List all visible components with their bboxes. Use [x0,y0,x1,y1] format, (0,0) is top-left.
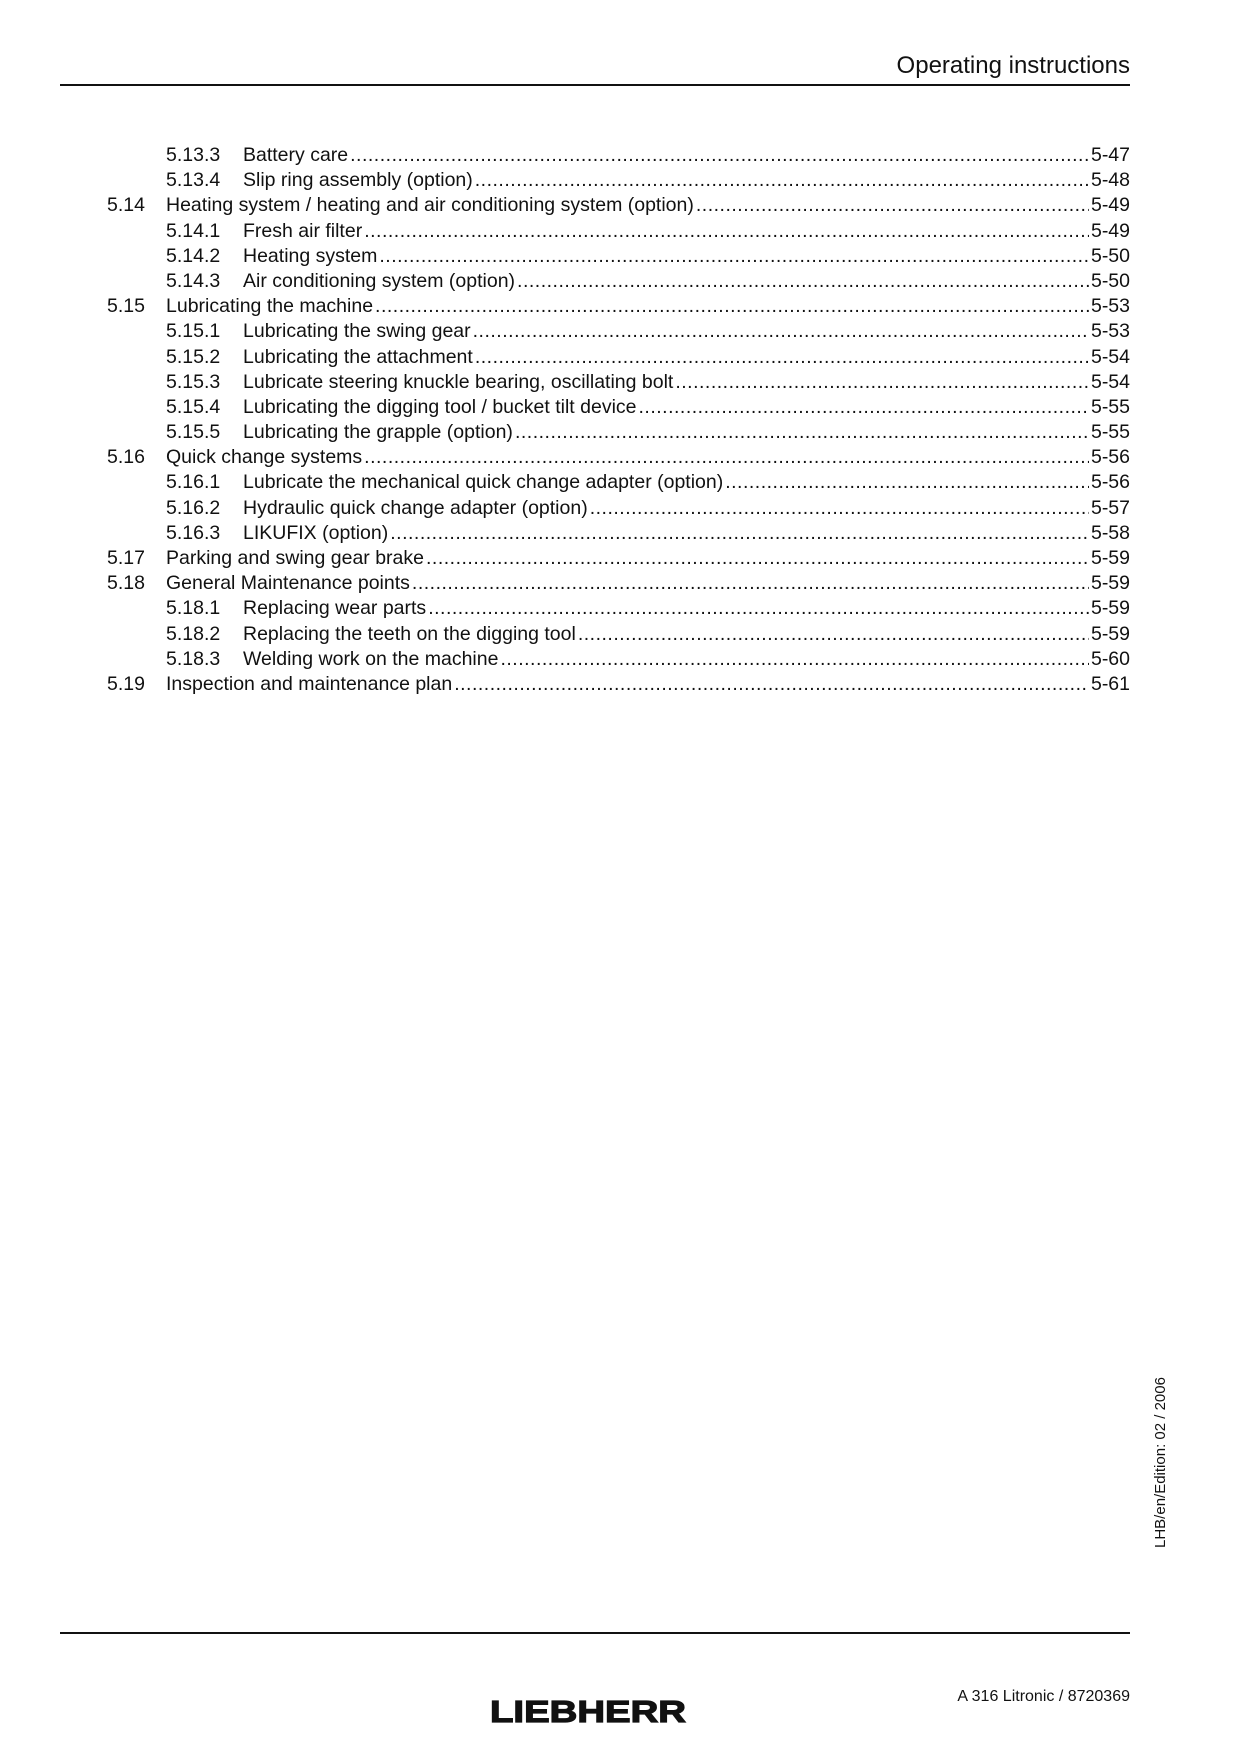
toc-entry-number: 5.17 [107,547,145,569]
toc-entry-number: 5.15.1 [166,320,221,343]
toc-entry-page: 5-56 [1090,446,1130,469]
toc-leader-dots [473,319,1089,344]
toc-leader-dots [428,596,1089,621]
toc-leader-dots [725,470,1089,495]
toc-entry-number: 5.16 [107,446,145,469]
toc-entry [107,168,1130,193]
toc-entry-page: 5-49 [1090,219,1130,242]
toc-entry-number: 5.15 [107,295,145,318]
toc-entry-page: 5-59 [1090,622,1130,645]
toc-entry-number: 5.16.1 [166,471,221,494]
toc-entry-number: 5.14.3 [166,269,221,292]
toc-entry-title: Air conditioning system (option) [243,269,516,292]
toc-entry-page: 5-49 [1090,194,1130,217]
toc-leader-dots [454,672,1089,697]
toc-entry [107,622,1130,647]
toc-entry-title: Hydraulic quick change adapter (option) [243,496,588,519]
toc-entry-title: Quick change systems [166,446,363,469]
toc-entry-page: 5-55 [1090,421,1130,444]
toc-entry [107,546,1130,571]
toc-entry-page: 5-57 [1090,496,1130,519]
toc-entry-number: 5.13.4 [166,169,221,192]
toc-entry-title: Lubricating the digging tool / bucket tilt device [243,395,637,418]
toc-entry [107,672,1130,697]
toc-leader-dots [517,269,1089,294]
toc-entry-page: 5-48 [1090,169,1130,192]
toc-entry-number: 5.16.2 [166,496,221,519]
toc-entry-number: 5.14 [107,194,145,217]
toc-entry-title: LIKUFIX (option) [243,521,389,544]
toc-entry-title: Inspection and maintenance plan [166,672,453,695]
toc-entry-page: 5-50 [1090,269,1130,292]
toc-entry-title: Lubricate steering knuckle bearing, oscillating bolt [243,370,674,393]
toc-entry-page: 5-56 [1090,471,1130,494]
toc-leader-dots [675,370,1089,395]
toc-entry-title: Replacing wear parts [243,597,427,620]
toc-entry-page: 5-59 [1090,547,1130,569]
toc-entry-page: 5-54 [1090,345,1130,368]
toc-entry-title: Parking and swing gear brake [166,547,424,569]
edition-note: LHB/en/Edition: 02 / 2006 [1152,1377,1169,1548]
toc-entry-number: 5.15.2 [166,345,221,368]
toc-entry-number: 5.15.4 [166,395,221,418]
toc-entry-number: 5.16.3 [166,521,221,544]
toc-entry-title: Lubricating the machine [166,295,374,318]
page-header-title: Operating instructions [896,52,1130,79]
toc-leader-dots [515,420,1089,445]
toc-leader-dots [639,395,1089,420]
toc-leader-dots [375,294,1089,319]
toc-entry-page: 5-59 [1090,597,1130,620]
svg-text:LIEBHERR: LIEBHERR [490,1697,686,1727]
toc-leader-dots [426,546,1089,571]
toc-entry-title: General Maintenance points [166,572,410,595]
toc-entry-page: 5-59 [1090,572,1130,595]
toc-entry-page: 5-47 [1090,144,1130,166]
toc-entry [107,143,1130,168]
toc-entry [107,294,1130,319]
toc-entry-title: Heating system [243,244,378,267]
toc-leader-dots [475,168,1089,193]
toc-entry [107,496,1130,521]
toc-leader-dots [500,647,1089,672]
toc-leader-dots [364,219,1089,244]
toc-entry-number: 5.18 [107,572,145,595]
toc-leader-dots [379,244,1089,269]
toc-entry-page: 5-53 [1090,295,1130,318]
toc-entry-page: 5-50 [1090,244,1130,267]
toc-entry [107,420,1130,445]
toc-entry-number: 5.15.5 [166,421,221,444]
toc-entry-title: Battery care [243,144,349,166]
toc-entry-page: 5-54 [1090,370,1130,393]
toc-entry-page: 5-60 [1090,647,1130,670]
toc-entry [107,571,1130,596]
toc-entry [107,244,1130,269]
toc-entry [107,596,1130,621]
table-of-contents [107,143,1130,697]
toc-entry-title: Lubricating the attachment [243,345,473,368]
toc-entry-number: 5.14.1 [166,219,221,242]
toc-entry-title: Lubricating the swing gear [243,320,471,343]
toc-entry [107,345,1130,370]
toc-entry [107,370,1130,395]
toc-entry [107,269,1130,294]
toc-entry-title: Heating system / heating and air conditioning system (option) [166,194,694,217]
toc-entry [107,470,1130,495]
toc-entry [107,647,1130,672]
toc-entry-title: Slip ring assembly (option) [243,169,473,192]
toc-leader-dots [412,571,1089,596]
toc-leader-dots [390,521,1089,546]
document-reference: A 316 Litronic / 8720369 [957,1688,1130,1705]
toc-entry [107,193,1130,218]
toc-leader-dots [475,345,1089,370]
toc-entry [107,445,1130,470]
toc-entry-page: 5-58 [1090,521,1130,544]
toc-entry-number: 5.13.3 [166,144,221,166]
toc-entry-title: Fresh air filter [243,219,363,242]
liebherr-logo [490,1697,690,1727]
toc-entry-title: Replacing the teeth on the digging tool [243,622,576,645]
toc-entry-page: 5-61 [1090,672,1130,695]
toc-entry [107,319,1130,344]
toc-entry-page: 5-55 [1090,395,1130,418]
toc-entry-number: 5.18.2 [166,622,221,645]
toc-entry-title: Lubricate the mechanical quick change adapter (option) [243,471,724,494]
toc-entry-number: 5.18.3 [166,647,221,670]
toc-entry [107,521,1130,546]
toc-leader-dots [364,445,1089,470]
toc-entry-title: Welding work on the machine [243,647,499,670]
toc-entry-page: 5-53 [1090,320,1130,343]
toc-leader-dots [350,143,1089,168]
toc-entry-title: Lubricating the grapple (option) [243,421,513,444]
footer-rule [60,1632,1130,1634]
toc-entry-number: 5.15.3 [166,370,221,393]
header-rule [60,84,1130,86]
toc-entry [107,395,1130,420]
toc-leader-dots [590,496,1089,521]
toc-entry-number: 5.19 [107,672,145,695]
toc-leader-dots [696,193,1089,218]
toc-entry [107,219,1130,244]
toc-entry-number: 5.14.2 [166,244,221,267]
toc-leader-dots [578,622,1089,647]
toc-entry-number: 5.18.1 [166,597,221,620]
